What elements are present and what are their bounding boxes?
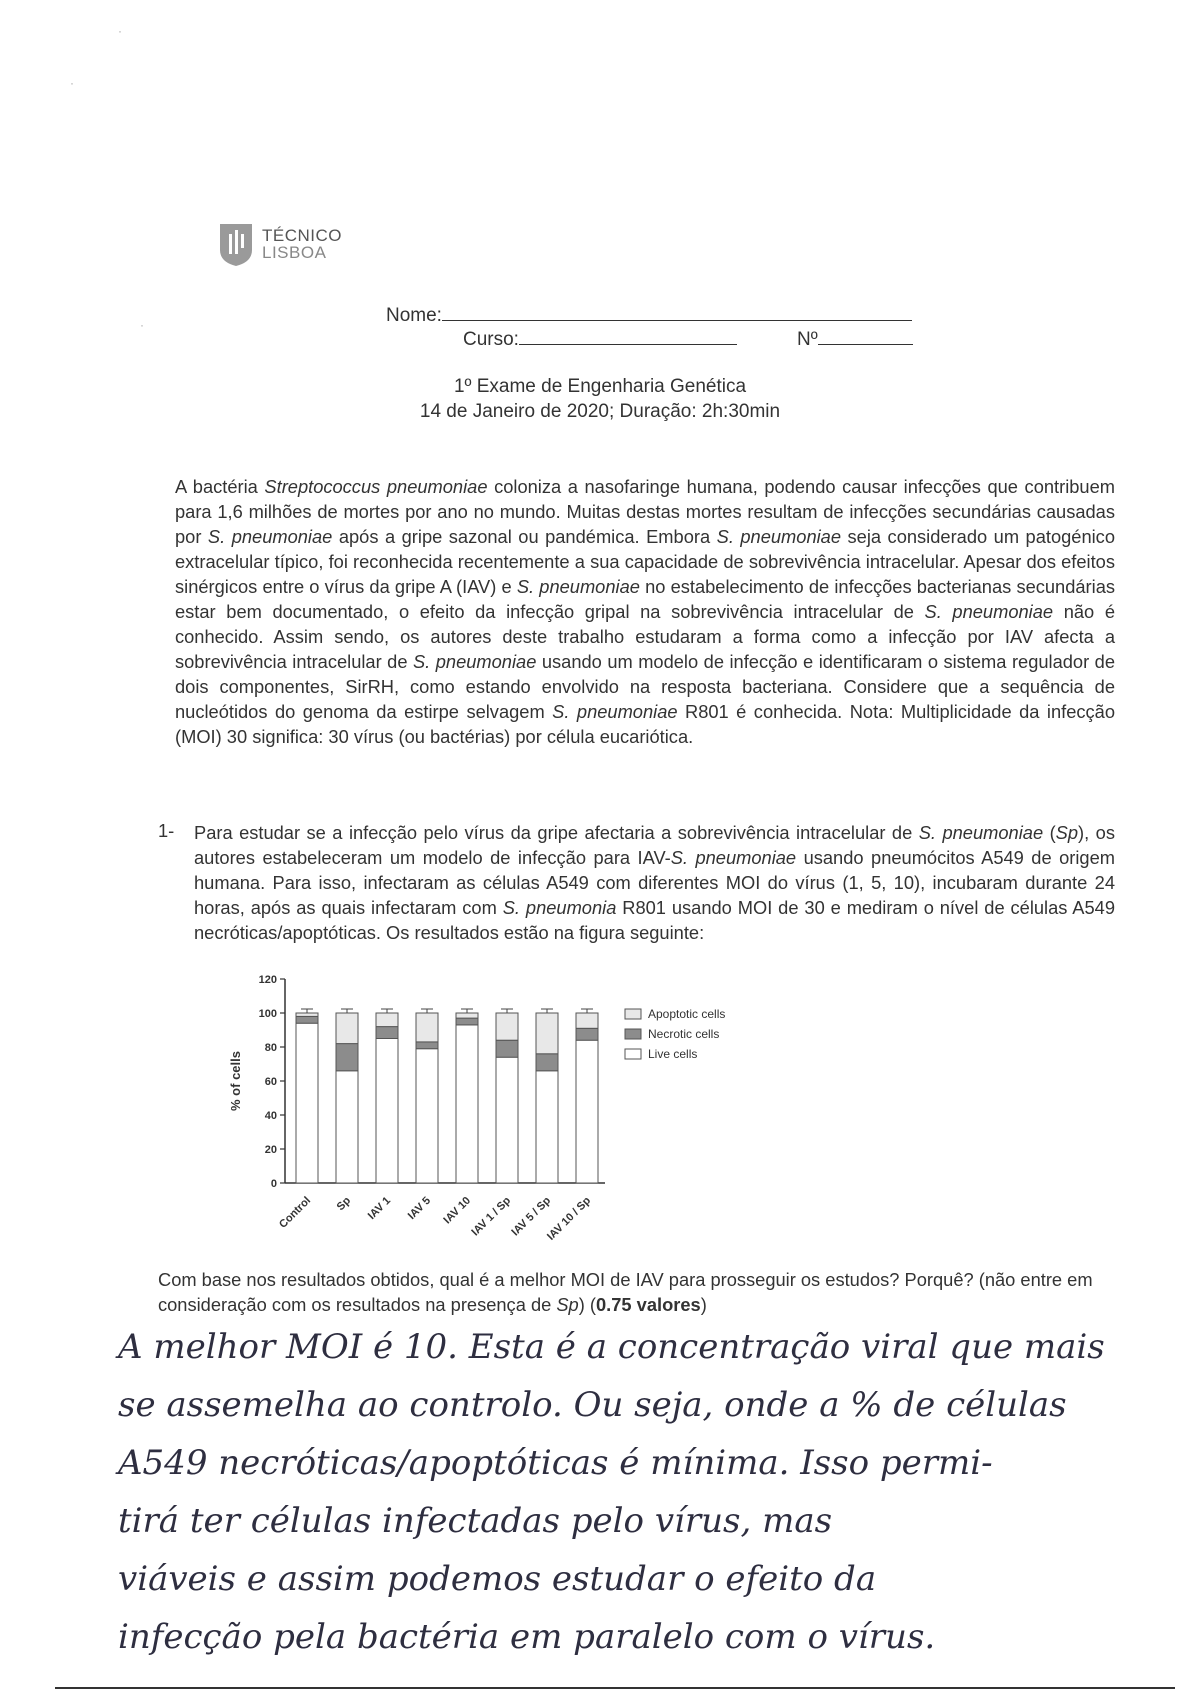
question-number: 1- [158,820,175,841]
intro-paragraph: A bactéria Streptococcus pneumoniae coloniza a nasofaringe humana, podendo causar infecções que contribuem para 1,6 milhões de mortes por ano no mundo. Muitas destas mortes resultam de infecções secundárias causadas por S. pneumoniae após a gripe sazonal ou pandémica. Embora S. pneumoniae seja considerado um patogénico extracelular típico, foi reconhecida recentemente a sua capacidade de sobrevivência intracelular. Apesar dos efeitos sinérgicos entre o vírus da gripe A (IAV) e S. pneumoniae no estabelecimento de infecções bacterianas secundárias estar bem documentado, o efeito da infecção gripal na sobrevivência intracelular de S. pneumoniae não é conhecido. Assim sendo, os autores deste trabalho estudaram a forma como a infecção por IAV afecta a sobrevivência intracelular de S. pneumoniae usando um modelo de infecção e identificaram o sistema regulador de dois componentes, SirRH, como estando envolvido na resposta bacteriana. Considere que a sequência de nucleótidos do genoma da estirpe selvagem S. pneumoniae R801 é conhecida. Nota: Multiplicidade da infecção (MOI) 30 significa: 30 vírus (ou bactérias) por célula eucariótica. [175,476,1116,747]
x-tick-label: IAV 10 / Sp [545,1194,594,1243]
bar-segment [576,1040,598,1183]
bar-segment [536,1013,558,1054]
scan-mark: · [118,24,122,38]
exam-title: 1º Exame de Engenharia Genética [453,376,747,397]
y-tick-label: 100 [258,1008,277,1020]
answer-line: tirá ter células infectadas pelo vírus, mas [118,1501,833,1541]
answer-line: A melhor MOI é 10. Esta é a concentração viral que mais [118,1327,1105,1367]
bar-segment [456,1013,478,1018]
legend-swatch [625,1009,641,1019]
stacked-bar-chart [220,968,780,1268]
name-label: Nome: [386,305,442,326]
y-tick-label: 20 [264,1144,277,1156]
bar-segment [296,1016,318,1023]
bar-segment [456,1018,478,1025]
exam-date-duration: 14 de Janeiro de 2020; Duração: 2h:30min [419,401,781,422]
bar-segment [416,1049,438,1183]
answer-line: infecção pela bactéria em paralelo com o vírus. [118,1617,936,1657]
legend-label: Live cells [648,1047,698,1061]
name-field[interactable] [386,302,912,327]
x-tick-label: Sp [334,1194,354,1214]
bar-segment [496,1057,518,1183]
institution-logo [218,220,342,268]
bar-segment [376,1039,398,1184]
institution-line2: LISBOA [262,243,327,262]
name-line[interactable] [442,302,912,321]
handwritten-answer [118,1318,1178,1666]
bar-segment [416,1013,438,1042]
legend-swatch [625,1029,641,1039]
course-line[interactable] [519,326,737,345]
y-axis-label: % of cells [228,1051,243,1111]
scan-mark: · [70,76,74,90]
y-tick-label: 80 [264,1042,277,1054]
x-tick-label: IAV 5 [405,1194,434,1223]
number-line[interactable] [818,326,913,345]
course-label: Curso: [463,329,519,350]
bar-segment [456,1025,478,1183]
institution-line1: TÉCNICO [262,226,342,245]
bar-segment [336,1044,358,1071]
x-tick-label: IAV 1 [365,1194,394,1223]
bar-segment [416,1042,438,1049]
legend-swatch [625,1049,641,1059]
y-tick-label: 60 [264,1076,277,1088]
answer-line: A549 necróticas/apoptóticas é mínima. Isso permi- [118,1443,993,1483]
legend-label: Apoptotic cells [648,1007,726,1021]
bar-segment [536,1071,558,1183]
x-tick-label: IAV 1 / Sp [469,1194,514,1239]
question-1-text: Para estudar se a infecção pelo vírus da gripe afectaria a sobrevivência intracelular de S. pneumoniae (Sp), os autores estabeleceram um modelo de infecção para IAV-S. pneumoniae usando pneumócitos A549 de origem humana. Para isso, infectaram as células A549 com diferentes MOI do vírus (1, 5, 10), incubaram durante 24 horas, após as quais infectaram com S. pneumonia R801 usando MOI de 30 e mediram o nível de células A549 necróticas/apoptóticas. Os resultados estão na figura seguinte: [194,822,1116,943]
bar-segment [576,1028,598,1040]
bar-segment [496,1013,518,1040]
bar-segment [376,1013,398,1027]
bar-segment [296,1023,318,1183]
bar-segment [336,1071,358,1183]
scan-mark: · [140,318,144,332]
shield-icon [218,220,254,268]
course-field[interactable] [463,326,737,351]
answer-line: se assemelha ao controlo. Ou seja, onde a % de células [118,1385,1067,1425]
bar-segment [296,1013,318,1016]
answer-line: viáveis e assim podemos estudar o efeito da [118,1559,877,1599]
bar-segment [496,1040,518,1057]
number-field[interactable] [797,326,913,351]
x-tick-label: IAV 10 [441,1194,474,1227]
bar-segment [336,1013,358,1044]
institution-name [262,227,342,261]
bar-segment [576,1013,598,1028]
y-tick-label: 40 [264,1110,277,1122]
y-tick-label: 120 [258,974,277,986]
question-points: 0.75 valores [596,1294,701,1315]
y-tick-label: 0 [270,1178,277,1190]
legend-label: Necrotic cells [648,1027,720,1041]
bottom-divider [55,1687,1175,1689]
question-prompt: Com base nos resultados obtidos, qual é a melhor MOI de IAV para prosseguir os estudos? Porquê? (não entre em consideração com os resultados na presença de Sp) (0.75 valores) [158,1269,1093,1315]
x-tick-label: IAV 5 / Sp [509,1194,554,1239]
x-tick-label: Control [276,1194,314,1231]
bar-segment [376,1027,398,1039]
bar-segment [536,1054,558,1071]
number-label: Nº [797,329,818,350]
